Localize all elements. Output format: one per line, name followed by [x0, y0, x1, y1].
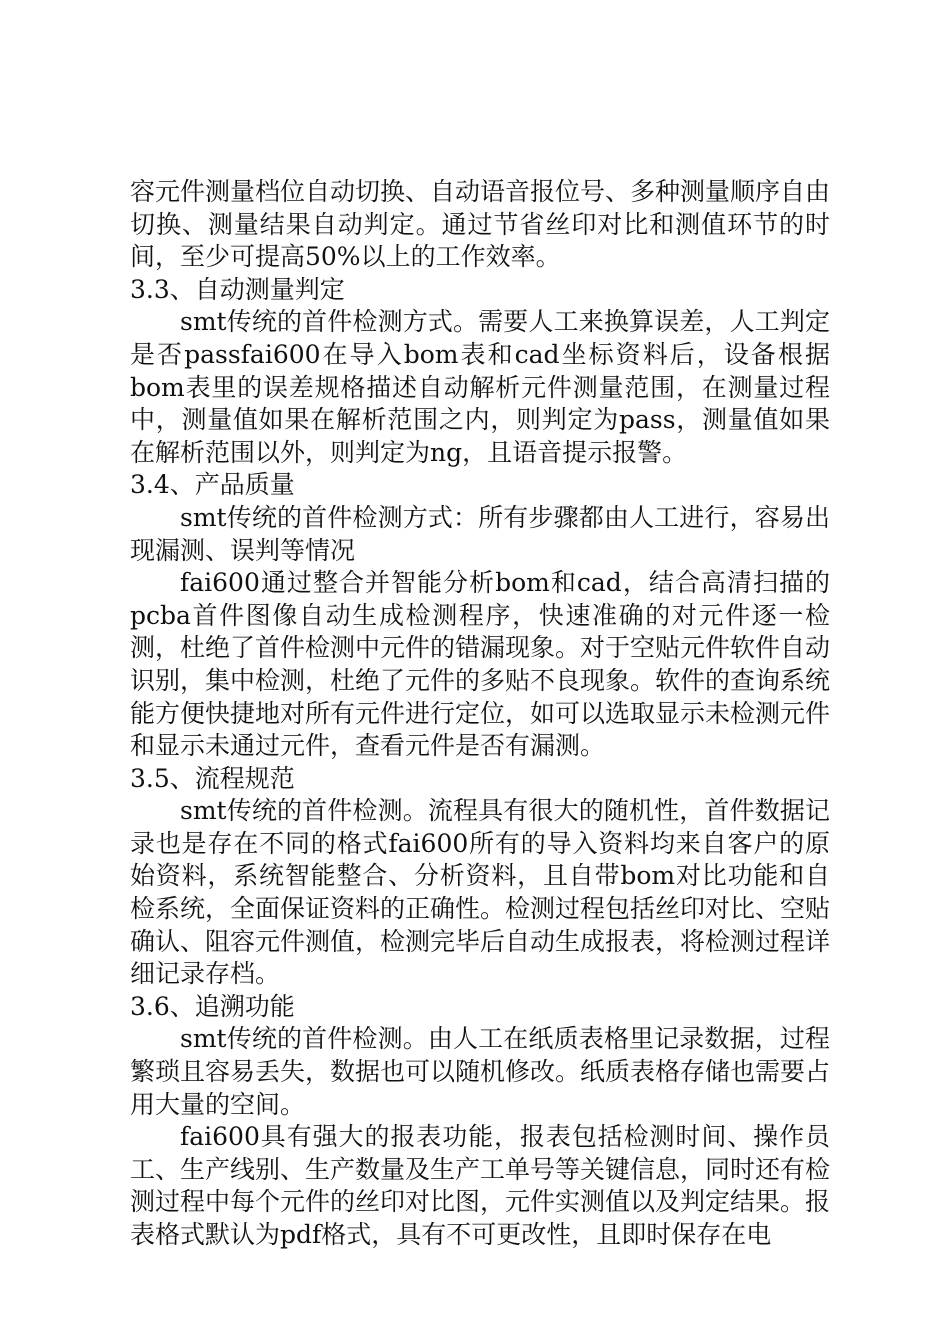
paragraph-3-3: smt传统的首件检测方式。需要人工来换算误差，人工判定是否passfai600在导入bom表和cad坐标资料后，设备根据bom表里的误差规格描述自动解析元件测量范围，在测量过程中，测量值如果在解析范围之内，则判定为pass，测量值如果在解析范围以外，则判定为ng，且语音提示报警。 [130, 307, 830, 467]
paragraph-3-4-traditional: smt传统的首件检测方式：所有步骤都由人工进行，容易出现漏测、误判等情况 [130, 502, 830, 565]
paragraph-3-5: smt传统的首件检测。流程具有很大的随机性，首件数据记录也是存在不同的格式fai600所有的导入资料均来自客户的原始资料，系统智能整合、分析资料，且自带bom对比功能和自检系统，全面保证资料的正确性。检测过程包括丝印对比、空贴确认、阻容元件测值，检测完毕后自动生成报表，将检测过程详细记录存档。 [130, 796, 831, 989]
document-body [130, 176, 830, 1252]
paragraph-3-6-traditional: smt传统的首件检测。由人工在纸质表格里记录数据，过程繁琐且容易丢失，数据也可以随机修改。纸质表格存储也需要占用大量的空间。 [130, 1024, 831, 1119]
intro-continuation-paragraph: 容元件测量档位自动切换、自动语音报位号、多种测量顺序自由切换、测量结果自动判定。通过节省丝印对比和测值环节的时间，至少可提高50%以上的工作效率。 [130, 177, 831, 272]
paragraph-3-6-fai600: fai600具有强大的报表功能，报表包括检测时间、操作员工、生产线别、生产数量及生产工单号等关键信息，同时还有检测过程中每个元件的丝印对比图，元件实测值以及判定结果。报表格式默认为pdf格式，具有不可更改性，且即时保存在电 [130, 1122, 831, 1249]
section-heading-3-4: 3.4、产品质量 [130, 470, 295, 500]
section-heading-3-5: 3.5、流程规范 [130, 763, 295, 793]
paragraph-3-4-fai600: fai600通过整合并智能分析bom和cad，结合高清扫描的pcba首件图像自动生成检测程序，快速准确的对元件逐一检测，杜绝了首件检测中元件的错漏现象。对于空贴元件软件自动识别，集中检测，杜绝了元件的多贴不良现象。软件的查询系统能方便快捷地对所有元件进行定位，如可以选取显示未检测元件和显示未通过元件，查看元件是否有漏测。 [130, 568, 831, 761]
section-heading-3-3: 3.3、自动测量判定 [130, 274, 345, 304]
section-heading-3-6: 3.6、追溯功能 [130, 991, 295, 1021]
